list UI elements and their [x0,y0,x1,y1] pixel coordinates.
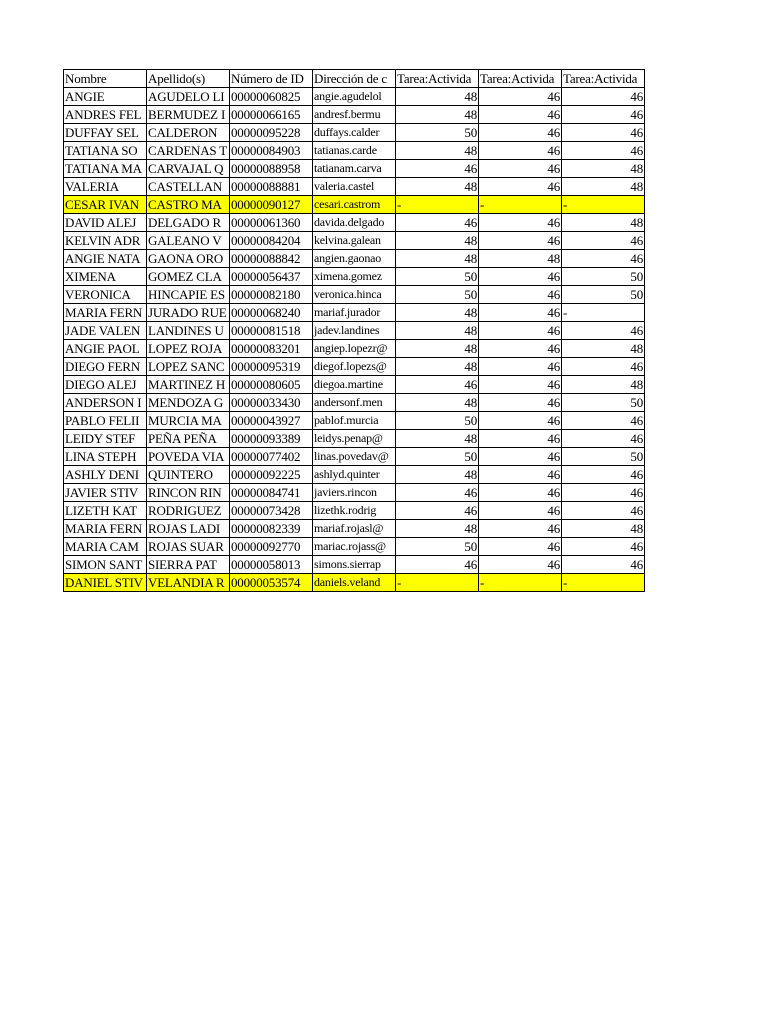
tarea-2-cell[interactable]: 46 [479,142,562,160]
tarea-3-cell[interactable]: - [562,304,645,322]
tarea-2-cell[interactable]: 46 [479,484,562,502]
id-cell[interactable]: 00000090127 [230,196,313,214]
apellidos-cell[interactable]: GALEANO V [147,232,230,250]
tarea-1-cell[interactable]: 48 [396,304,479,322]
apellidos-cell[interactable]: POVEDA VIA [147,448,230,466]
table-body [64,88,645,592]
apellidos-cell[interactable]: GAONA ORO [147,250,230,268]
email-cell[interactable]: lizethk.rodrig [313,502,396,520]
nombre-cell[interactable]: XIMENA [64,268,147,286]
tarea-3-cell[interactable]: - [562,574,645,592]
email-cell[interactable]: angiep.lopezr@ [313,340,396,358]
table-row [64,556,645,574]
tarea-3-cell[interactable]: 50 [562,448,645,466]
email-cell[interactable]: jadev.landines [313,322,396,340]
nombre-cell[interactable]: VERONICA [64,286,147,304]
tarea-3-cell[interactable]: 46 [562,322,645,340]
id-cell[interactable]: 00000053574 [230,574,313,592]
tarea-2-cell[interactable]: 46 [479,286,562,304]
table-row [64,178,645,196]
nombre-cell[interactable]: ANDRES FEL [64,106,147,124]
nombre-cell[interactable]: LEIDY STEF [64,430,147,448]
table-row [64,214,645,232]
apellidos-cell[interactable]: QUINTERO [147,466,230,484]
table-row [64,484,645,502]
table-row [64,250,645,268]
table-row [64,142,645,160]
tarea-1-cell[interactable]: 48 [396,322,479,340]
tarea-3-cell[interactable]: 46 [562,88,645,106]
nombre-cell[interactable]: DAVID ALEJ [64,214,147,232]
tarea-2-cell[interactable]: 46 [479,376,562,394]
id-cell[interactable]: 00000081518 [230,322,313,340]
table-row [64,574,645,592]
tarea-3-cell[interactable]: 46 [562,412,645,430]
tarea-1-cell[interactable]: 46 [396,160,479,178]
apellidos-cell[interactable]: HINCAPIE ES [147,286,230,304]
tarea-3-cell[interactable]: 46 [562,556,645,574]
nombre-cell[interactable]: MARIA FERN [64,304,147,322]
tarea-1-cell[interactable]: 48 [396,466,479,484]
email-cell[interactable]: valeria.castel [313,178,396,196]
tarea-2-cell[interactable]: 46 [479,448,562,466]
id-cell[interactable]: 00000083201 [230,340,313,358]
tarea-2-cell[interactable]: - [479,574,562,592]
email-cell[interactable]: linas.povedav@ [313,448,396,466]
tarea-1-cell[interactable]: 48 [396,142,479,160]
id-cell[interactable]: 00000095319 [230,358,313,376]
tarea-3-cell[interactable]: 46 [562,466,645,484]
header-cell-nombre[interactable]: Nombre [64,70,147,88]
email-cell[interactable]: leidys.penap@ [313,430,396,448]
tarea-1-cell[interactable]: 48 [396,358,479,376]
apellidos-cell[interactable]: MARTINEZ H [147,376,230,394]
tarea-1-cell[interactable]: - [396,574,479,592]
id-cell[interactable]: 00000033430 [230,394,313,412]
tarea-3-cell[interactable]: 46 [562,484,645,502]
id-cell[interactable]: 00000073428 [230,502,313,520]
nombre-cell[interactable]: ANDERSON I [64,394,147,412]
email-cell[interactable]: kelvina.galean [313,232,396,250]
id-cell[interactable]: 00000068240 [230,304,313,322]
tarea-3-cell[interactable]: 48 [562,160,645,178]
nombre-cell[interactable]: ASHLY DENI [64,466,147,484]
tarea-3-cell[interactable]: 48 [562,376,645,394]
id-cell[interactable]: 00000061360 [230,214,313,232]
tarea-3-cell[interactable]: 46 [562,502,645,520]
nombre-cell[interactable]: KELVIN ADR [64,232,147,250]
tarea-2-cell[interactable]: 46 [479,160,562,178]
tarea-3-cell[interactable]: 50 [562,286,645,304]
nombre-cell[interactable]: TATIANA MA [64,160,147,178]
tarea-1-cell[interactable]: 48 [396,430,479,448]
table-row [64,394,645,412]
table-row [64,502,645,520]
tarea-1-cell[interactable]: 50 [396,124,479,142]
tarea-2-cell[interactable]: 46 [479,412,562,430]
table-row [64,106,645,124]
tarea-2-cell[interactable]: 46 [479,178,562,196]
nombre-cell[interactable]: MARIA CAM [64,538,147,556]
table-row [64,448,645,466]
email-cell[interactable]: duffays.calder [313,124,396,142]
table-row [64,268,645,286]
tarea-2-cell[interactable]: 48 [479,250,562,268]
header-cell-tarea-3[interactable]: Tarea:Activida [562,70,645,88]
tarea-1-cell[interactable]: 50 [396,286,479,304]
email-cell[interactable]: ashlyd.quinter [313,466,396,484]
header-row [64,70,645,88]
apellidos-cell[interactable]: MURCIA MA [147,412,230,430]
tarea-1-cell[interactable]: 50 [396,448,479,466]
apellidos-cell[interactable]: JURADO RUE [147,304,230,322]
apellidos-cell[interactable]: MENDOZA G [147,394,230,412]
id-cell[interactable]: 00000088881 [230,178,313,196]
tarea-1-cell[interactable]: 48 [396,340,479,358]
header-cell-email[interactable]: Dirección de c [313,70,396,88]
tarea-1-cell[interactable]: 46 [396,484,479,502]
table-row [64,430,645,448]
table-row [64,340,645,358]
tarea-1-cell[interactable]: 48 [396,394,479,412]
spreadsheet [63,69,645,592]
tarea-2-cell[interactable]: 46 [479,106,562,124]
tarea-2-cell[interactable]: 46 [479,88,562,106]
grades-table [63,69,645,592]
email-cell[interactable]: ximena.gomez [313,268,396,286]
table-row [64,412,645,430]
id-cell[interactable]: 00000043927 [230,412,313,430]
id-cell[interactable]: 00000084741 [230,484,313,502]
id-cell[interactable]: 00000095228 [230,124,313,142]
header-cell-tarea-1[interactable]: Tarea:Activida [396,70,479,88]
nombre-cell[interactable]: LIZETH KAT [64,502,147,520]
email-cell[interactable]: andersonf.men [313,394,396,412]
tarea-1-cell[interactable]: 50 [396,412,479,430]
email-cell[interactable]: cesari.castrom [313,196,396,214]
tarea-2-cell[interactable]: 46 [479,358,562,376]
nombre-cell[interactable]: CESAR IVAN [64,196,147,214]
id-cell[interactable]: 00000088958 [230,160,313,178]
tarea-3-cell[interactable]: 50 [562,268,645,286]
tarea-3-cell[interactable]: 46 [562,538,645,556]
tarea-1-cell[interactable]: 46 [396,502,479,520]
apellidos-cell[interactable]: CALDERON [147,124,230,142]
tarea-2-cell[interactable]: 46 [479,556,562,574]
tarea-2-cell[interactable]: 46 [479,232,562,250]
table-row [64,322,645,340]
nombre-cell[interactable]: ANGIE PAOL [64,340,147,358]
id-cell[interactable]: 00000060825 [230,88,313,106]
tarea-2-cell[interactable]: 46 [479,394,562,412]
nombre-cell[interactable]: DIEGO FERN [64,358,147,376]
tarea-3-cell[interactable]: 46 [562,142,645,160]
id-cell[interactable]: 00000084903 [230,142,313,160]
tarea-1-cell[interactable]: 48 [396,106,479,124]
tarea-3-cell[interactable]: 46 [562,232,645,250]
tarea-1-cell[interactable]: 48 [396,250,479,268]
tarea-1-cell[interactable]: 48 [396,88,479,106]
email-cell[interactable]: mariaf.rojasl@ [313,520,396,538]
email-cell[interactable]: veronica.hinca [313,286,396,304]
nombre-cell[interactable]: SIMON SANT [64,556,147,574]
id-cell[interactable]: 00000082339 [230,520,313,538]
apellidos-cell[interactable]: VELANDIA R [147,574,230,592]
email-cell[interactable]: pablof.murcia [313,412,396,430]
tarea-3-cell[interactable]: 46 [562,358,645,376]
tarea-2-cell[interactable]: 46 [479,520,562,538]
email-cell[interactable]: angien.gaonao [313,250,396,268]
nombre-cell[interactable]: VALERIA [64,178,147,196]
email-cell[interactable]: mariaf.jurador [313,304,396,322]
table-row [64,160,645,178]
id-cell[interactable]: 00000092225 [230,466,313,484]
tarea-3-cell[interactable]: 50 [562,394,645,412]
email-cell[interactable]: javiers.rincon [313,484,396,502]
tarea-2-cell[interactable]: 46 [479,268,562,286]
nombre-cell[interactable]: DUFFAY SEL [64,124,147,142]
table-row [64,358,645,376]
nombre-cell[interactable]: ANGIE [64,88,147,106]
apellidos-cell[interactable]: ROJAS LADI [147,520,230,538]
apellidos-cell[interactable]: LOPEZ SANC [147,358,230,376]
table-row [64,286,645,304]
id-cell[interactable]: 00000058013 [230,556,313,574]
id-cell[interactable]: 00000056437 [230,268,313,286]
table-row [64,520,645,538]
table-row [64,376,645,394]
tarea-1-cell[interactable]: 50 [396,268,479,286]
table-row [64,304,645,322]
tarea-3-cell[interactable]: 46 [562,250,645,268]
tarea-1-cell[interactable]: 48 [396,232,479,250]
table-row [64,124,645,142]
email-cell[interactable]: tatianam.carva [313,160,396,178]
tarea-1-cell[interactable]: 48 [396,520,479,538]
email-cell[interactable]: mariac.rojass@ [313,538,396,556]
nombre-cell[interactable]: MARIA FERN [64,520,147,538]
table-row [64,88,645,106]
tarea-1-cell[interactable]: 46 [396,214,479,232]
email-cell[interactable]: diegof.lopezs@ [313,358,396,376]
tarea-3-cell[interactable]: 48 [562,214,645,232]
apellidos-cell[interactable]: RODRIGUEZ [147,502,230,520]
email-cell[interactable]: tatianas.carde [313,142,396,160]
apellidos-cell[interactable]: CARVAJAL Q [147,160,230,178]
email-cell[interactable]: angie.agudelol [313,88,396,106]
tarea-3-cell[interactable]: - [562,196,645,214]
tarea-2-cell[interactable]: 46 [479,430,562,448]
id-cell[interactable]: 00000093389 [230,430,313,448]
tarea-1-cell[interactable]: 48 [396,178,479,196]
id-cell[interactable]: 00000080605 [230,376,313,394]
email-cell[interactable]: simons.sierrap [313,556,396,574]
tarea-3-cell[interactable]: 46 [562,430,645,448]
apellidos-cell[interactable]: RINCON RIN [147,484,230,502]
apellidos-cell[interactable]: CASTELLAN [147,178,230,196]
table-row [64,538,645,556]
tarea-2-cell[interactable]: 46 [479,466,562,484]
apellidos-cell[interactable]: AGUDELO LI [147,88,230,106]
tarea-2-cell[interactable]: 46 [479,304,562,322]
tarea-2-cell[interactable]: 46 [479,214,562,232]
table-row [64,196,645,214]
nombre-cell[interactable]: ANGIE NATA [64,250,147,268]
nombre-cell[interactable]: TATIANA SO [64,142,147,160]
tarea-1-cell[interactable]: - [396,196,479,214]
email-cell[interactable]: davida.delgado [313,214,396,232]
email-cell[interactable]: diegoa.martine [313,376,396,394]
tarea-2-cell[interactable]: - [479,196,562,214]
tarea-3-cell[interactable]: 48 [562,340,645,358]
nombre-cell[interactable]: LINA STEPH [64,448,147,466]
id-cell[interactable]: 00000092770 [230,538,313,556]
tarea-3-cell[interactable]: 48 [562,178,645,196]
id-cell[interactable]: 00000082180 [230,286,313,304]
tarea-3-cell[interactable]: 46 [562,106,645,124]
email-cell[interactable]: daniels.veland [313,574,396,592]
apellidos-cell[interactable]: GOMEZ CLA [147,268,230,286]
nombre-cell[interactable]: DIEGO ALEJ [64,376,147,394]
header-cell-apellidos[interactable]: Apellido(s) [147,70,230,88]
nombre-cell[interactable]: DANIEL STIV [64,574,147,592]
apellidos-cell[interactable]: CASTRO MA [147,196,230,214]
tarea-1-cell[interactable]: 46 [396,556,479,574]
nombre-cell[interactable]: JAVIER STIV [64,484,147,502]
tarea-1-cell[interactable]: 46 [396,376,479,394]
nombre-cell[interactable]: PABLO FELII [64,412,147,430]
tarea-2-cell[interactable]: 46 [479,538,562,556]
id-cell[interactable]: 00000088842 [230,250,313,268]
apellidos-cell[interactable]: CARDENAS T [147,142,230,160]
tarea-2-cell[interactable]: 46 [479,502,562,520]
apellidos-cell[interactable]: PEÑA PEÑA [147,430,230,448]
tarea-3-cell[interactable]: 46 [562,124,645,142]
tarea-3-cell[interactable]: 48 [562,520,645,538]
apellidos-cell[interactable]: SIERRA PAT [147,556,230,574]
tarea-1-cell[interactable]: 50 [396,538,479,556]
id-cell[interactable]: 00000077402 [230,448,313,466]
email-cell[interactable]: andresf.bermu [313,106,396,124]
id-cell[interactable]: 00000066165 [230,106,313,124]
header-cell-tarea-2[interactable]: Tarea:Activida [479,70,562,88]
tarea-2-cell[interactable]: 46 [479,124,562,142]
apellidos-cell[interactable]: DELGADO R [147,214,230,232]
tarea-2-cell[interactable]: 46 [479,340,562,358]
tarea-2-cell[interactable]: 46 [479,322,562,340]
apellidos-cell[interactable]: ROJAS SUAR [147,538,230,556]
header-cell-id[interactable]: Número de ID [230,70,313,88]
table-row [64,232,645,250]
nombre-cell[interactable]: JADE VALEN [64,322,147,340]
apellidos-cell[interactable]: LANDINES U [147,322,230,340]
table-row [64,466,645,484]
id-cell[interactable]: 00000084204 [230,232,313,250]
apellidos-cell[interactable]: BERMUDEZ I [147,106,230,124]
apellidos-cell[interactable]: LOPEZ ROJA [147,340,230,358]
